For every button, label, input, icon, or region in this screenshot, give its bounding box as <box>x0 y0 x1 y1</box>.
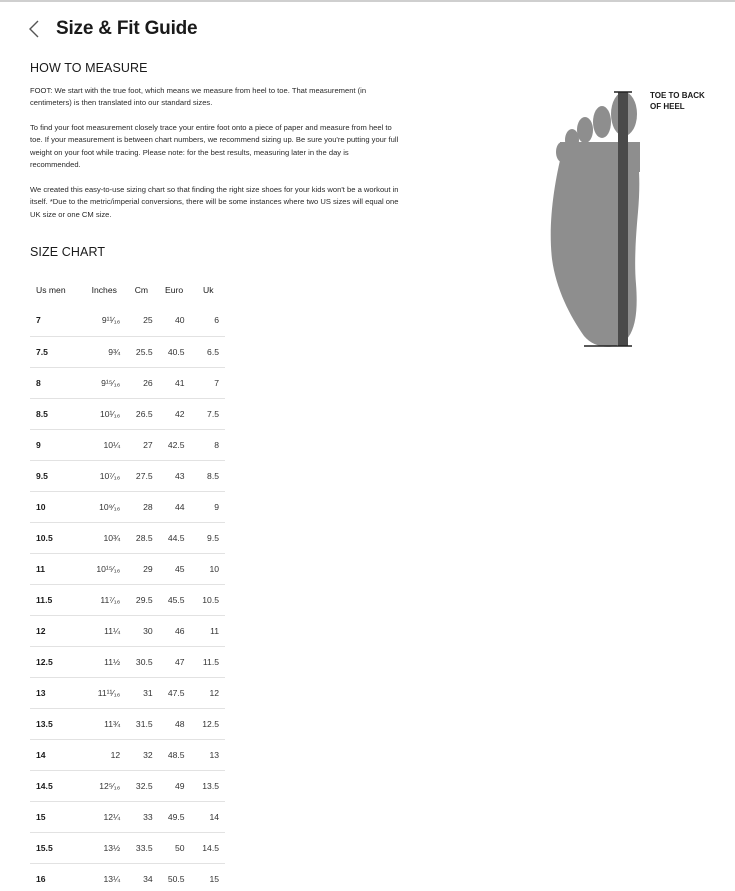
cell-inches: 13½ <box>82 832 126 863</box>
cell-us-men: 11.5 <box>30 584 82 615</box>
cell-us-men: 8 <box>30 367 82 398</box>
cell-inches: 11½ <box>82 646 126 677</box>
cell-us-men: 12 <box>30 615 82 646</box>
cell-uk: 8.5 <box>192 460 225 491</box>
cell-euro: 42.5 <box>157 429 192 460</box>
table-row <box>30 584 225 615</box>
cell-uk: 10.5 <box>192 584 225 615</box>
page-title: Size & Fit Guide <box>56 18 198 39</box>
cell-euro: 49.5 <box>157 801 192 832</box>
cell-inches: 10¼ <box>82 429 126 460</box>
cell-inches: 9¾ <box>82 336 126 367</box>
cell-cm: 33 <box>126 801 156 832</box>
cell-cm: 25 <box>126 305 156 336</box>
cell-us-men: 11 <box>30 553 82 584</box>
cell-us-men: 9 <box>30 429 82 460</box>
cell-us-men: 10.5 <box>30 522 82 553</box>
cell-cm: 27.5 <box>126 460 156 491</box>
how-to-measure-heading: HOW TO MEASURE <box>30 61 148 75</box>
cell-uk: 12.5 <box>192 708 225 739</box>
cell-euro: 48.5 <box>157 739 192 770</box>
cell-us-men: 10 <box>30 491 82 522</box>
cell-us-men: 9.5 <box>30 460 82 491</box>
cell-cm: 29.5 <box>126 584 156 615</box>
foot-diagram <box>540 84 690 354</box>
cell-cm: 31 <box>126 677 156 708</box>
table-row <box>30 863 225 891</box>
cell-us-men: 16 <box>36 873 46 884</box>
table-row <box>30 615 225 646</box>
table-row <box>30 708 225 739</box>
cell-cm: 25.5 <box>126 336 156 367</box>
table-row <box>30 770 225 801</box>
cell-cm: 28.5 <box>126 522 156 553</box>
table-row <box>30 429 225 460</box>
cell-uk: 13 <box>192 739 225 770</box>
table-row <box>30 336 225 367</box>
cell-euro: 44 <box>157 491 192 522</box>
cell-uk: 10 <box>192 553 225 584</box>
cell-uk: 14 <box>192 801 225 832</box>
cell-uk: 7.5 <box>192 398 225 429</box>
page-header <box>28 14 197 44</box>
cell-euro: 43 <box>157 460 192 491</box>
table-row <box>30 460 225 491</box>
cell-us-men: 7.5 <box>30 336 82 367</box>
cell-euro: 47.5 <box>157 677 192 708</box>
cell-cm: 33.5 <box>126 832 156 863</box>
table-row <box>30 801 225 832</box>
table-row <box>30 367 225 398</box>
cell-us-men: 13 <box>30 677 82 708</box>
cell-euro: 47 <box>157 646 192 677</box>
cell-cm: 32.5 <box>126 770 156 801</box>
cell-inches: 10⁹⁄₁₆ <box>82 491 126 522</box>
cell-inches: 9¹¹⁄₁₆ <box>82 305 126 336</box>
cell-uk: 11.5 <box>192 646 225 677</box>
table-row <box>30 677 225 708</box>
measure-paragraph-chart-note: We created this easy-to-use sizing chart so that finding the right size shoes for your kids won't be a workout in itself. *Due to the metric/imperial conversions, there will be some instances where two US sizes will equal one UK size or one CM size. <box>30 185 399 219</box>
cell-uk: 9.5 <box>192 522 225 553</box>
column-header-euro: Euro <box>165 284 184 295</box>
cell-euro: 41 <box>157 367 192 398</box>
cell-cm: 30.5 <box>126 646 156 677</box>
cell-uk: 6.5 <box>192 336 225 367</box>
table-row <box>30 646 225 677</box>
cell-inches: 13¼ <box>103 873 121 884</box>
foot-outline-image <box>540 84 690 354</box>
cell-inches: 10¹⁄₁₆ <box>82 398 126 429</box>
cell-inches: 11¼ <box>82 615 126 646</box>
cell-euro: 48 <box>157 708 192 739</box>
cell-cm: 26 <box>126 367 156 398</box>
measure-paragraph-foot: FOOT: We start with the true foot, which means we measure from heel to toe. That measurement (in centimeters) is then translated into our standard sizes. <box>30 86 367 108</box>
cell-us-men: 8.5 <box>30 398 82 429</box>
cell-cm: 29 <box>126 553 156 584</box>
cell-us-men: 13.5 <box>30 708 82 739</box>
table-row <box>30 522 225 553</box>
cell-inches: 12 <box>82 739 126 770</box>
cell-cm: 31.5 <box>126 708 156 739</box>
cell-cm: 30 <box>126 615 156 646</box>
cell-us-men: 7 <box>30 305 82 336</box>
cell-uk: 11 <box>192 615 225 646</box>
chevron-left-icon <box>28 19 40 39</box>
measure-paragraph-trace: To find your foot measurement closely trace your entire foot onto a piece of paper and measure from heel to toe. If your measurement is between chart numbers, we recommend sizing up. Be sure you're putting your full weight on your foot while tracing. Please note: for the best results, measuring later in the day is recommended. <box>30 123 399 170</box>
cell-euro: 42 <box>157 398 192 429</box>
cell-euro: 45 <box>157 553 192 584</box>
table-header-row <box>30 274 225 305</box>
top-divider <box>0 0 735 2</box>
table-row <box>30 832 225 863</box>
cell-inches: 10⁷⁄₁₆ <box>82 460 126 491</box>
toe-to-heel-label: TOE TO BACK OF HEEL <box>650 91 705 111</box>
cell-uk: 9 <box>192 491 225 522</box>
table-row <box>30 491 225 522</box>
table-row <box>30 398 225 429</box>
cell-us-men: 15.5 <box>30 832 82 863</box>
cell-inches: 10¹⁵⁄₁₆ <box>82 553 126 584</box>
cell-euro: 45.5 <box>157 584 192 615</box>
cell-inches: 11⁷⁄₁₆ <box>82 584 126 615</box>
table-row <box>30 305 225 336</box>
cell-euro: 50.5 <box>167 873 185 884</box>
cell-us-men: 14.5 <box>30 770 82 801</box>
size-chart-table <box>30 274 225 891</box>
cell-us-men: 15 <box>30 801 82 832</box>
column-header-uk: Uk <box>203 284 214 295</box>
cell-inches: 12⁵⁄₁₆ <box>82 770 126 801</box>
cell-inches: 10¾ <box>82 522 126 553</box>
column-header-inches: Inches <box>91 284 117 295</box>
cell-cm: 32 <box>126 739 156 770</box>
cell-euro: 40.5 <box>157 336 192 367</box>
cell-euro: 40 <box>157 305 192 336</box>
cell-cm: 28 <box>126 491 156 522</box>
size-chart-heading: SIZE CHART <box>30 245 106 259</box>
cell-uk: 6 <box>192 305 225 336</box>
table-row <box>30 739 225 770</box>
cell-cm: 34 <box>143 873 153 884</box>
cell-euro: 49 <box>157 770 192 801</box>
cell-uk: 14.5 <box>192 832 225 863</box>
column-header-us-men: Us men <box>36 284 66 295</box>
cell-cm: 27 <box>126 429 156 460</box>
cell-inches: 11¾ <box>82 708 126 739</box>
cell-inches: 9¹⁵⁄₁₆ <box>82 367 126 398</box>
cell-euro: 50 <box>157 832 192 863</box>
cell-inches: 12¼ <box>82 801 126 832</box>
table-row <box>30 553 225 584</box>
cell-uk: 13.5 <box>192 770 225 801</box>
cell-euro: 44.5 <box>157 522 192 553</box>
cell-cm: 26.5 <box>126 398 156 429</box>
back-button[interactable] <box>28 14 50 44</box>
cell-inches: 11¹¹⁄₁₆ <box>82 677 126 708</box>
column-header-cm: Cm <box>134 284 149 295</box>
cell-euro: 46 <box>157 615 192 646</box>
cell-uk: 7 <box>192 367 225 398</box>
cell-uk: 12 <box>192 677 225 708</box>
cell-us-men: 14 <box>30 739 82 770</box>
cell-uk: 15 <box>209 873 219 884</box>
cell-uk: 8 <box>192 429 225 460</box>
cell-us-men: 12.5 <box>30 646 82 677</box>
